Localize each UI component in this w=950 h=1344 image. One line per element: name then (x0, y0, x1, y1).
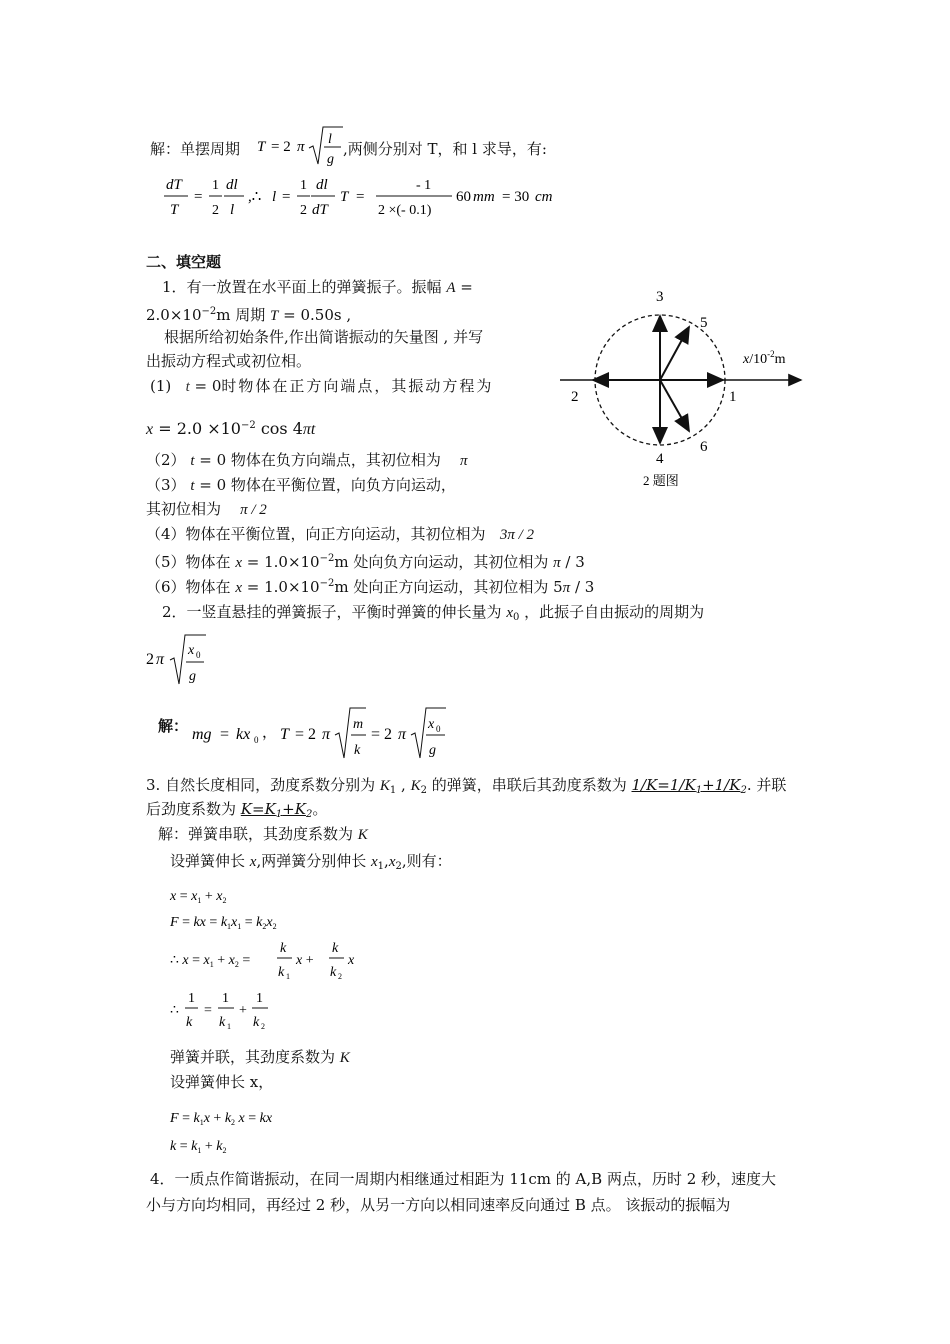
svg-text:cm: cm (535, 189, 553, 205)
label-3: 3 (656, 289, 664, 305)
svg-text:F = kx = k1x1 = k2x2: F = kx = $k_1x_1 = k_2x_2$ (170, 915, 277, 931)
svg-text:mm: mm (473, 189, 495, 205)
svg-text:= 2: = 2 (295, 726, 317, 743)
svg-text:= 2: = 2 (371, 726, 393, 743)
svg-text:m: m (353, 717, 364, 732)
svg-text:2: 2 (146, 651, 154, 668)
derivative-equation (160, 170, 580, 222)
svg-text:2 ×(- 0.1): 2 ×(- 0.1) (378, 203, 432, 218)
label-5: 5 (700, 315, 708, 331)
svg-text:g: g (189, 669, 196, 684)
svg-text:l: l (272, 189, 277, 205)
q2-solution-eq (190, 704, 450, 762)
label-4: 4 (656, 451, 664, 467)
q2-sol-label: 解： (158, 717, 189, 735)
svg-text:=: = (282, 189, 291, 205)
svg-text:=: = (204, 1003, 212, 1018)
svg-text:1: 1 (188, 991, 195, 1006)
svg-text:mg: mg (192, 726, 212, 743)
q1-c6: （6）物体在 $x = 1.0\times 10^{-2}m$ 处向正方向运动，其初位相为 5π / 3 (146, 578, 595, 596)
svg-text:= 2: = 2 (271, 139, 291, 155)
q3-sol4: 设弹簧伸长 x， (170, 1073, 274, 1091)
label-6: 6 (700, 439, 708, 455)
vector-5 (660, 327, 689, 380)
svg-text:T: T (170, 202, 179, 218)
q1-c2: （2） t = 0 物体在负方向端点，其初位相为 π (146, 451, 468, 469)
svg-text:x = x1 + x2: $x = x_1 + x_2$ (170, 889, 227, 905)
q2-text: 2．一竖直悬挂的弹簧振子，平衡时弹簧的伸长量为 $x_0$ ，此振子自由振动的周期为 (162, 603, 705, 623)
q1-line1: 1．有一放置在水平面上的弹簧振子。振幅 A = (162, 278, 473, 296)
q1-line2a: 根据所给初始条件,作出简谐振动的矢量图 , 并写 (164, 328, 484, 346)
label-1: 1 (729, 389, 737, 405)
q3-parallel-equations (166, 1104, 366, 1160)
svg-text:=: = (194, 189, 203, 205)
svg-text:k: k (332, 941, 339, 956)
intro-prefix: 解：单摆周期 (150, 140, 241, 158)
svg-text:∴ x = x1 + x2 =: ∴ $x = x_1 + x_2$ = (170, 953, 251, 969)
svg-text:F = k1x + k2 x = kx: $F = k_1x + k_2$ x = kx (170, 1111, 273, 1127)
svg-text:0: 0 (436, 724, 441, 734)
svg-text:,∴: ,∴ (248, 189, 262, 205)
svg-text:k: k (354, 743, 361, 758)
svg-text:，: ， (262, 725, 278, 741)
q3-series-equations (166, 884, 386, 1034)
svg-text:dl: dl (316, 177, 328, 193)
q3-sol3: 弹簧并联，其劲度系数为 K (170, 1048, 350, 1066)
svg-text:∴: ∴ (170, 1003, 179, 1018)
svg-text:- 1: - 1 (416, 178, 432, 193)
svg-text:k: k (278, 965, 285, 980)
svg-text:l: l (328, 132, 332, 147)
svg-text:1: 1 (212, 178, 219, 193)
svg-text:π: π (297, 139, 305, 155)
svg-text:2: 2 (338, 972, 342, 981)
svg-text:l: l (230, 202, 235, 218)
svg-text:0: 0 (196, 650, 201, 660)
svg-text:T: T (257, 139, 266, 155)
q1-c3: （3） t = 0 物体在平衡位置，向负方向运动， (146, 476, 456, 494)
svg-text:T: T (340, 189, 349, 205)
q1-c3b: 其初位相为 π / 2 (146, 500, 267, 518)
axis-label: $x/10^{-2}m$ (743, 349, 786, 367)
svg-text:1: 1 (256, 991, 263, 1006)
q1-c1: (1) t = 0时物体在正方向端点，其振动方程为 (150, 377, 494, 395)
svg-text:π: π (398, 726, 407, 743)
svg-text:= 30: = 30 (502, 189, 530, 205)
svg-text:k: k (253, 1015, 260, 1030)
q1-line2b: 出振动方程式或初位相。 (146, 352, 312, 370)
svg-text:2: 2 (261, 1022, 265, 1031)
svg-text:x: x (348, 953, 355, 968)
svg-text:1: 1 (227, 1022, 231, 1031)
svg-text:1: 1 (222, 991, 229, 1006)
q1-line1b: $2.0\times 10^{-2}m$ 周期 T = 0.50s , (146, 306, 352, 324)
vector-6 (660, 380, 689, 431)
q1-c4: （4）物体在平衡位置，向正方向运动，其初位相为 3π / 2 (146, 525, 535, 543)
svg-text:=: = (220, 726, 230, 743)
svg-text:π: π (156, 651, 165, 668)
svg-text:+: + (239, 1003, 247, 1018)
q3-line2: 后劲度系数为 $K=K_1+K_2$。 (146, 800, 328, 820)
q4-line2: 小与方向均相同，再经过 2 秒，从另一方向以相同速率反向通过 B 点。 该振动的振幅为 (146, 1196, 731, 1214)
svg-text:kx: kx (236, 726, 251, 743)
label-2: 2 (571, 389, 579, 405)
svg-text:x +: x + (296, 953, 314, 968)
svg-text:k: k (186, 1015, 193, 1030)
figure-caption: 2 题图 (643, 473, 679, 488)
section-title: 二、填空题 (146, 253, 222, 271)
svg-text:k: k (280, 941, 287, 956)
svg-text:0: 0 (254, 735, 259, 745)
svg-text:2: 2 (212, 203, 219, 218)
intro-suffix: ,两侧分别对 T，和 l 求导，有: (343, 140, 547, 158)
q1-c5: （5）物体在 $x = 1.0\times 10^{-2}m$ 处向负方向运动，其初位相为 π / 3 (146, 553, 585, 571)
svg-text:=: = (356, 189, 365, 205)
svg-text:1: 1 (300, 178, 307, 193)
svg-text:g: g (327, 152, 334, 167)
period-formula (253, 124, 348, 170)
svg-text:k: k (330, 965, 337, 980)
svg-text:k = k1 + k2: $k = k_1 + k_2$ (170, 1139, 227, 1155)
svg-text:60: 60 (456, 189, 471, 205)
q2-answer (144, 632, 224, 688)
svg-text:x: x (428, 717, 435, 732)
q3-sol2: 设弹簧伸长 x,两弹簧分别伸长 $x_1,x_2$,则有： (170, 852, 452, 872)
svg-text:dT: dT (312, 202, 328, 218)
q1-c1-eq: $x = 2.0 \times 10^{-2}$ cos 4πt (146, 419, 316, 438)
svg-text:k: k (219, 1015, 226, 1030)
svg-text:g: g (429, 743, 436, 758)
svg-text:2: 2 (300, 203, 307, 218)
svg-text:x: x (188, 643, 195, 658)
q3-line1: 3. 自然长度相同，劲度系数分别为 $K_1$ , $K_2$ 的弹簧，串联后其劲度系数为 $1/K=1/K_1+1/K_2$. 并联 (146, 776, 787, 796)
svg-text:dT: dT (166, 177, 182, 193)
svg-text:1: 1 (286, 972, 290, 981)
q4-line1: 4．一质点作简谐振动，在同一周期内相继通过相距为 11cm 的 A,B 两点，历时 2 秒，速度大 (150, 1170, 777, 1188)
svg-text:dl: dl (226, 177, 238, 193)
q3-sol1: 解：弹簧串联，其劲度系数为 K (158, 825, 368, 843)
svg-text:T: T (280, 726, 289, 743)
phasor-diagram (555, 285, 810, 490)
svg-text:π: π (322, 726, 331, 743)
